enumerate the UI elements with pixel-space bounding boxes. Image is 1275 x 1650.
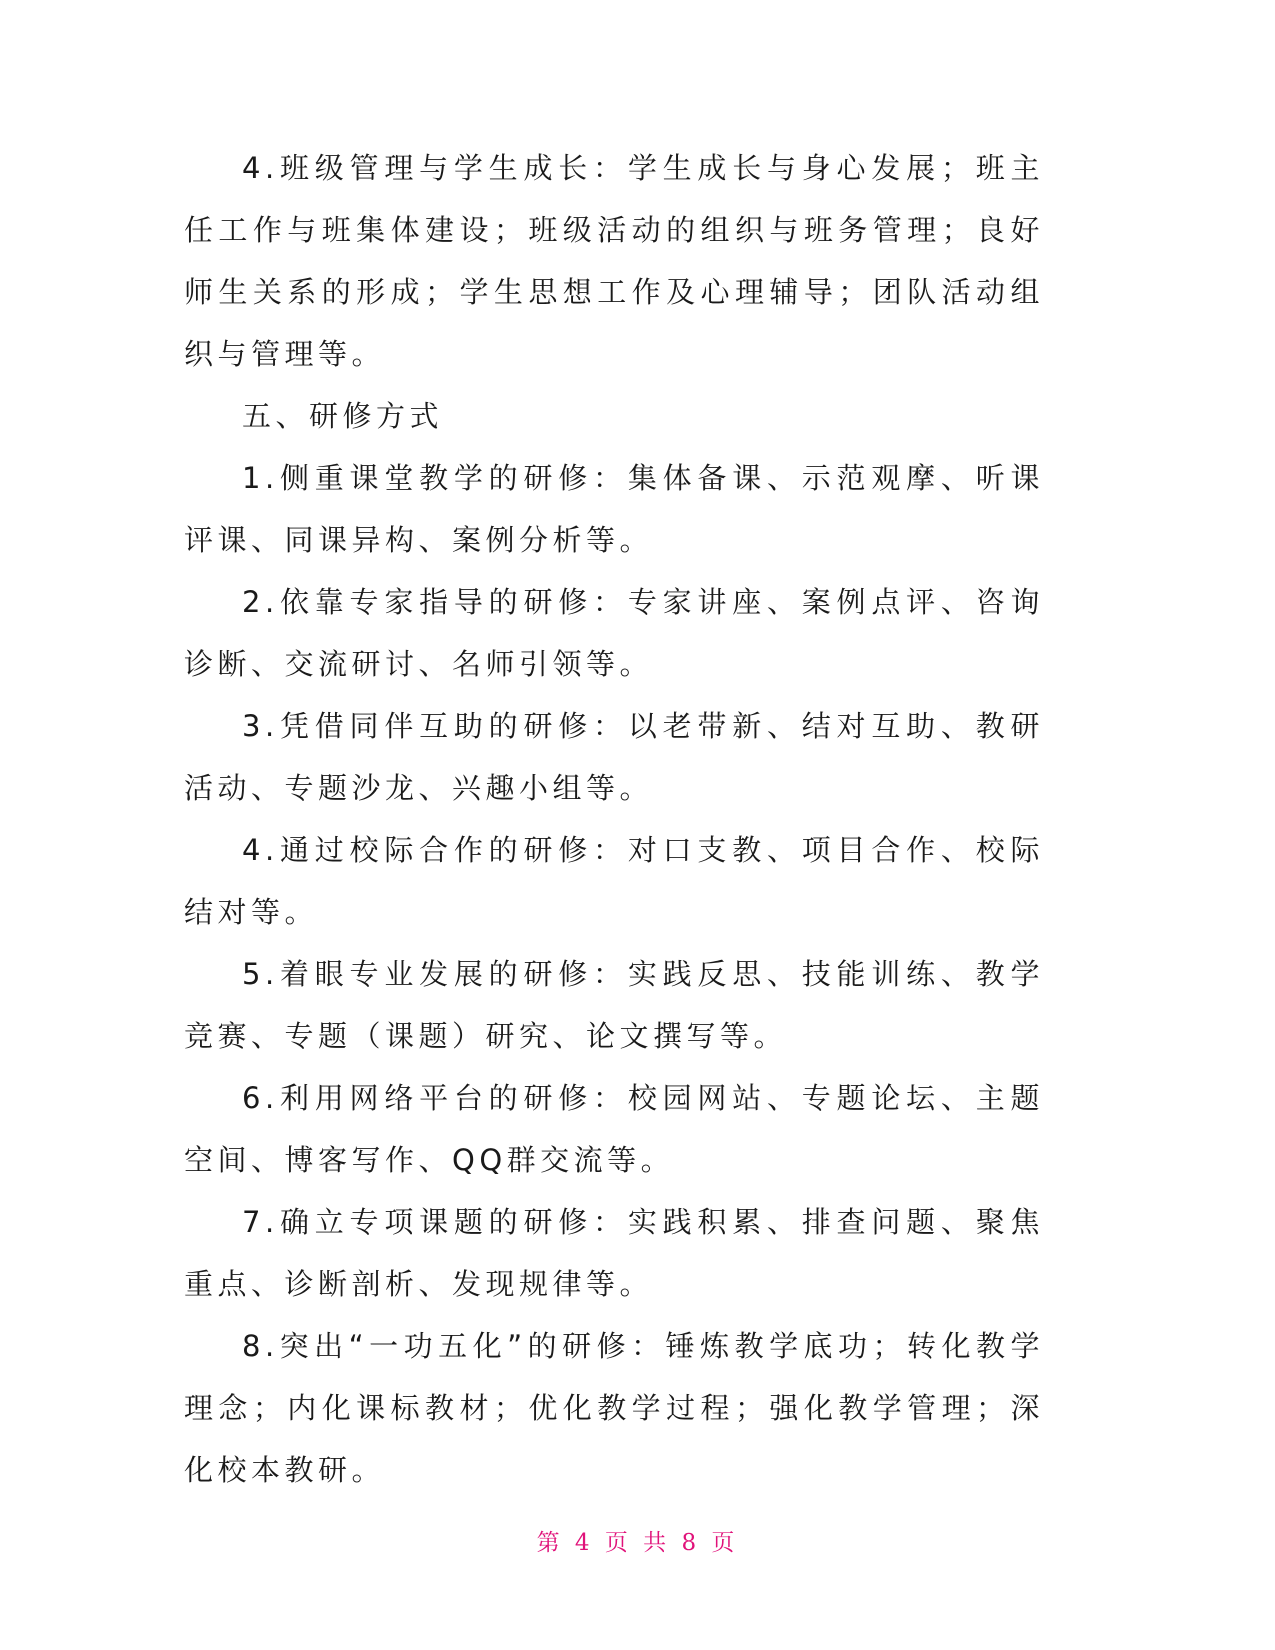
paragraph-method-5: 5.着眼专业发展的研修：实践反思、技能训练、教学竞赛、专题（课题）研究、论文撰写等。 bbox=[184, 957, 1044, 1053]
paragraph-class-management: 4.班级管理与学生成长：学生成长与身心发展；班主任工作与班集体建设；班级活动的组织与班务管理；良好师生关系的形成；学生思想工作及心理辅导；团队活动组织与管理等。 bbox=[184, 151, 1044, 371]
page-number-footer: 第 4 页 共 8 页 bbox=[536, 1530, 739, 1556]
document-body bbox=[184, 137, 1044, 1501]
section-heading-study-methods: 五、研修方式 bbox=[242, 399, 444, 433]
paragraph-method-1: 1.侧重课堂教学的研修：集体备课、示范观摩、听课评课、同课异构、案例分析等。 bbox=[184, 461, 1044, 557]
paragraph-method-8: 8.突出“一功五化”的研修：锤炼教学底功；转化教学理念；内化课标教材；优化教学过程；强化教学管理；深化校本教研。 bbox=[184, 1329, 1044, 1487]
paragraph-method-6: 6.利用网络平台的研修：校园网站、专题论坛、主题空间、博客写作、QQ群交流等。 bbox=[184, 1081, 1044, 1177]
paragraph-method-4: 4.通过校际合作的研修：对口支教、项目合作、校际结对等。 bbox=[184, 833, 1044, 929]
paragraph-method-2: 2.依靠专家指导的研修：专家讲座、案例点评、咨询诊断、交流研讨、名师引领等。 bbox=[184, 585, 1044, 681]
paragraph-method-7: 7.确立专项课题的研修：实践积累、排查问题、聚焦重点、诊断剖析、发现规律等。 bbox=[184, 1205, 1044, 1301]
paragraph-method-3: 3.凭借同伴互助的研修：以老带新、结对互助、教研活动、专题沙龙、兴趣小组等。 bbox=[184, 709, 1044, 805]
